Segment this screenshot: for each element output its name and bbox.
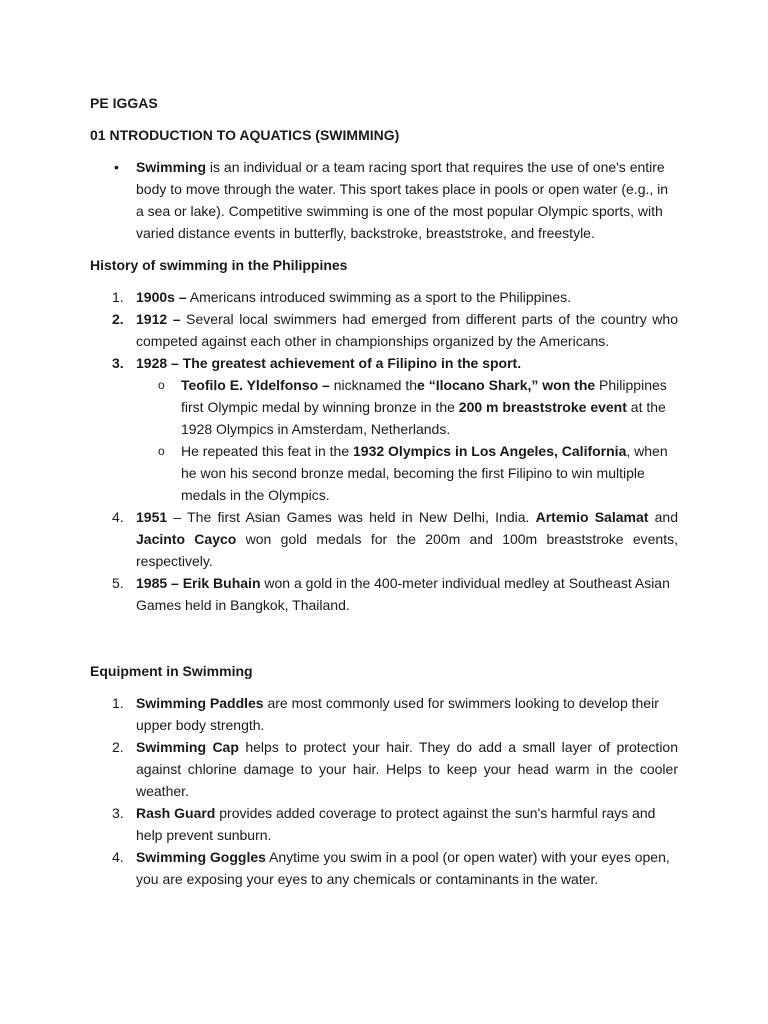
- history-item-text: – The first Asian Games was held in New Delhi, India.: [167, 509, 536, 525]
- circle-bullet-icon: o: [158, 444, 165, 458]
- intro-term: Swimming: [136, 159, 207, 175]
- intro-list: [90, 156, 678, 244]
- equipment-list: [90, 692, 678, 890]
- lesson-title: 01 NTRODUCTION TO AQUATICS (SWIMMING): [90, 127, 400, 143]
- sub-item-text: at the 1928 Olympics in Amsterdam, Netherlands.: [181, 399, 666, 437]
- course-title: PE IGGAS: [90, 95, 158, 111]
- history-item-text: Several local swimmers had emerged from different parts of the country who competed against each other in championships organized by the Americans.: [136, 311, 678, 349]
- history-item-text: won a gold in the 400-meter individual medley at Southeast Asian Games held in Bangkok, Thailand.: [136, 575, 670, 613]
- item-number: 4.: [112, 509, 124, 525]
- equipment-item-name: Rash Guard: [136, 805, 216, 821]
- bullet-icon: •: [114, 159, 119, 175]
- equipment-item-name: Swimming Cap: [136, 739, 239, 755]
- item-number: 4.: [112, 849, 124, 865]
- item-number: 1.: [112, 695, 124, 711]
- sub-item-bold: 200 m breaststroke event: [458, 399, 627, 415]
- sub-item-text: Philippines first Olympic medal by winning bronze in the: [181, 377, 667, 415]
- equipment-item-text: are most commonly used for swimmers looking to develop their upper body strength.: [136, 695, 659, 733]
- equipment-item-rash-guard: [90, 802, 678, 846]
- item-number: 1.: [112, 289, 124, 305]
- sub-item-bold: Teofilo E. Yldelfonso –: [181, 377, 330, 393]
- item-number: 5.: [112, 575, 124, 591]
- equipment-item-goggles: [90, 846, 678, 890]
- sub-item-1932: [136, 440, 678, 506]
- history-sub-list: [136, 374, 678, 506]
- history-item-3: [90, 352, 678, 506]
- history-heading: History of swimming in the Philippines: [90, 257, 348, 273]
- history-item-5: [90, 572, 678, 616]
- sub-item-bold: 1932 Olympics in Los Angeles, California: [353, 443, 627, 459]
- sub-item-bold: e “Ilocano Shark,” won the: [417, 377, 596, 393]
- item-number: 2.: [112, 739, 124, 755]
- history-item-year: 1928 – The greatest achievement of a Filipino in the sport.: [136, 355, 522, 371]
- circle-bullet-icon: o: [158, 378, 165, 392]
- history-item-year: 1951: [136, 509, 168, 525]
- history-list: [90, 286, 678, 616]
- history-item-text: and: [648, 509, 678, 525]
- history-item-year: 1985 – Erik Buhain: [136, 575, 261, 591]
- history-item-year: 1912 –: [136, 311, 181, 327]
- equipment-heading: Equipment in Swimming: [90, 663, 253, 679]
- equipment-item-paddles: [90, 692, 678, 736]
- sub-item-text: , when he won his second bronze medal, becoming the first Filipino to win multiple medals in the Olympics.: [181, 443, 668, 503]
- section-spacer: [90, 616, 678, 660]
- history-item-year: 1900s –: [136, 289, 187, 305]
- history-item-text: Americans introduced swimming as a sport to the Philippines.: [186, 289, 572, 305]
- equipment-item-cap: [90, 736, 678, 802]
- history-item-4: [90, 506, 678, 572]
- equipment-item-name: Swimming Paddles: [136, 695, 264, 711]
- item-number: 3.: [112, 355, 124, 371]
- equipment-item-text: Anytime you swim in a pool (or open water) with your eyes open, you are exposing your eyes to any chemicals or contaminants in the water.: [136, 849, 670, 887]
- equipment-item-name: Swimming Goggles: [136, 849, 266, 865]
- history-item-bold: Artemio Salamat: [535, 509, 649, 525]
- equipment-item-text: provides added coverage to protect against the sun's harmful rays and help prevent sunburn.: [136, 805, 656, 843]
- history-item-2: [90, 308, 678, 352]
- item-number: 3.: [112, 805, 124, 821]
- history-item-text: won gold medals for the 200m and 100m breaststroke events, respectively.: [136, 531, 678, 569]
- sub-item-text: He repeated this feat in the: [181, 443, 353, 459]
- intro-bullet: [90, 156, 678, 244]
- document-page: [90, 92, 678, 890]
- history-item-1: [90, 286, 678, 308]
- sub-item-text: nicknamed th: [329, 377, 418, 393]
- intro-text: is an individual or a team racing sport that requires the use of one's entire body to move through the water. This sport takes place in pools or open water (e.g., in a sea or lake). Competitive swimming is one of the most popular Olympic sports, with varied distance events in butterfly, backstroke, breaststroke, and freestyle.: [136, 159, 669, 241]
- item-number: 2.: [112, 311, 124, 327]
- history-item-bold: Jacinto Cayco: [136, 531, 237, 547]
- sub-item-yldelfonso: [136, 374, 678, 440]
- equipment-item-text: helps to protect your hair. They do add a small layer of protection against chlorine damage to your hair. Helps to keep your head warm in the cooler weather.: [136, 739, 678, 799]
